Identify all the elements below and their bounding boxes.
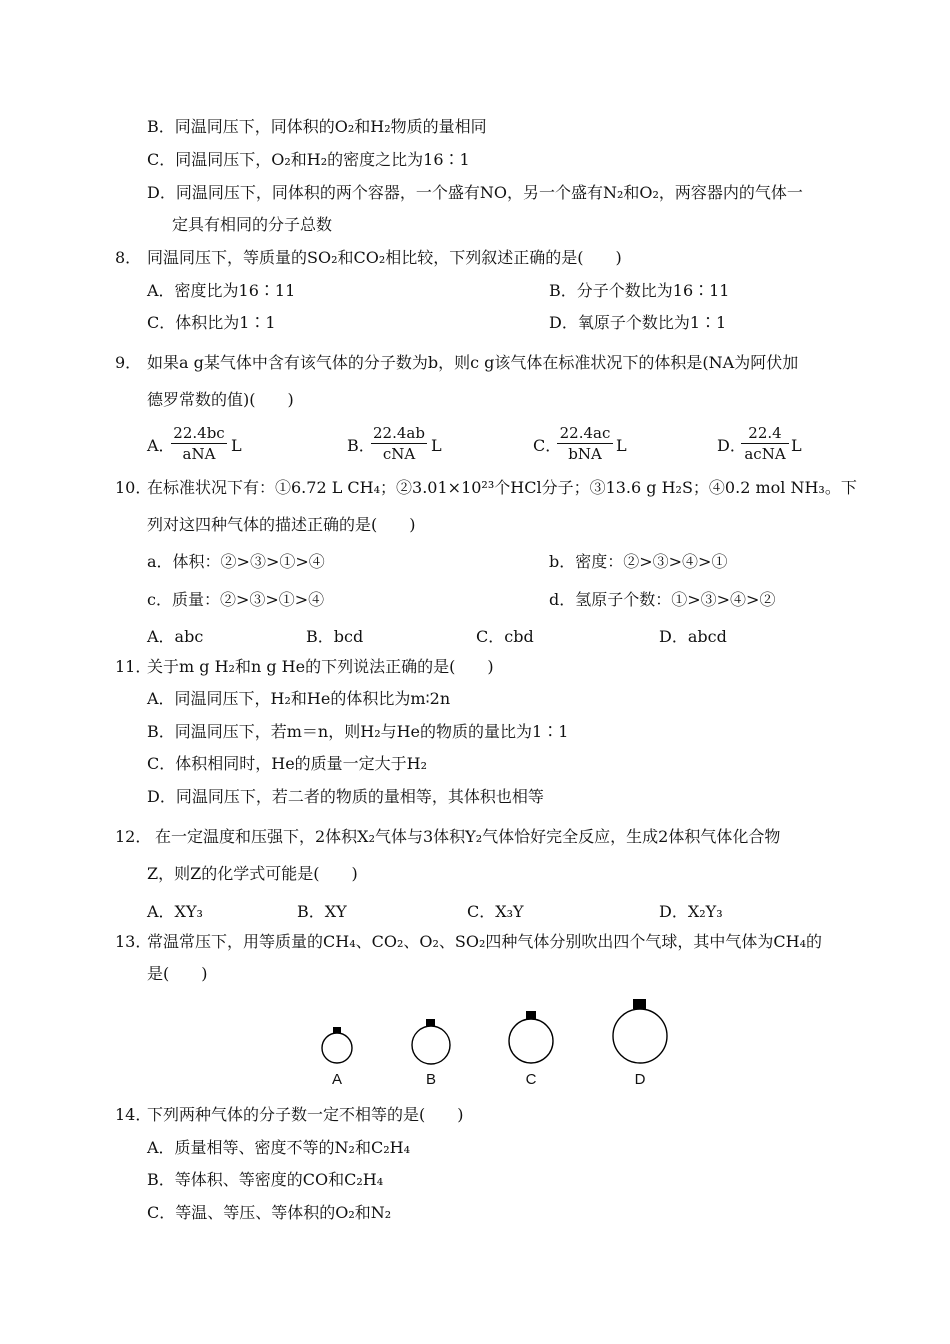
- q9-option-b-denominator: cNA: [382, 445, 416, 463]
- q9-option-d-numerator: 22.4: [741, 423, 789, 444]
- q11-number: 11．: [115, 657, 152, 676]
- balloon-c: [509, 1011, 553, 1063]
- q9-option-c-label: C．: [533, 436, 562, 455]
- q9-option-d-label: D．: [717, 436, 746, 455]
- q14-option-c: C．等温、等压、等体积的O₂和N₂: [147, 1203, 392, 1222]
- q9-option-c-fraction: [557, 423, 613, 464]
- q10-number: 10．: [115, 478, 152, 497]
- q13-stem-line2: 是( ): [147, 964, 208, 983]
- q8-option-d: D．氧原子个数比为1∶1: [549, 313, 727, 332]
- q9-option-d-fraction: [741, 423, 789, 464]
- q10-statement-d: d．氢原子个数：①>③>④>②: [549, 590, 776, 609]
- q9-option-b-numerator: 22.4ab: [371, 423, 427, 444]
- balloon-label-d: D: [634, 1071, 646, 1088]
- q8-option-c: C．体积比为1∶1: [147, 313, 276, 332]
- q8-option-a: A．密度比为16∶11: [147, 281, 296, 300]
- q11-option-a: A．同温同压下，H₂和He的体积比为m∶2n: [147, 689, 451, 708]
- q9-option-b-label: B．: [347, 436, 375, 455]
- q14-option-b: B．等体积、等密度的CO和C₂H₄: [147, 1170, 384, 1189]
- q10-statement-c: c．质量：②>③>①>④: [147, 590, 325, 609]
- q9-option-a-label: A．: [147, 436, 175, 455]
- q9-option-a-denominator: aNA: [182, 445, 216, 463]
- q9-number: 9．: [115, 353, 142, 372]
- q11-option-b: B．同温同压下，若m＝n，则H₂与He的物质的量比为1∶1: [147, 722, 569, 741]
- balloon-a: [322, 1027, 352, 1063]
- q10-statement-b: b．密度：②>③>④>①: [549, 552, 728, 571]
- q9-stem-line2: 德罗常数的值)( ): [147, 390, 294, 409]
- q7-option-d: D．同温同压下，同体积的两个容器，一个盛有NO，另一个盛有N₂和O₂，两容器内的气体一: [147, 183, 803, 202]
- q10-stem-line2: 列对这四种气体的描述正确的是( ): [147, 515, 416, 534]
- q14-option-a: A．质量相等、密度不等的N₂和C₂H₄: [147, 1138, 410, 1157]
- q8-number: 8．: [115, 248, 142, 267]
- q9-option-a-numerator: 22.4bc: [171, 423, 227, 444]
- balloon-b: [412, 1019, 450, 1064]
- q7-option-d-cont: 定具有相同的分子总数: [172, 215, 333, 234]
- q12-option-c: C．X₃Y: [467, 902, 524, 921]
- q12-stem-line2: Z，则Z的化学式可能是( ): [147, 864, 358, 883]
- q12-number: 12．: [115, 827, 152, 846]
- q10-option-b: B．bcd: [306, 627, 364, 646]
- q12-option-a: A．XY₃: [147, 902, 203, 921]
- balloon-label-a: A: [331, 1071, 342, 1088]
- q12-option-d: D．X₂Y₃: [659, 902, 723, 921]
- q10-option-a: A．abc: [147, 627, 204, 646]
- balloon-figure: [0, 990, 950, 1065]
- q11-option-d: D．同温同压下，若二者的物质的量相等，其体积也相等: [147, 787, 544, 806]
- q9-option-b-unit: L: [431, 436, 442, 455]
- q10-statement-a: a．体积：②>③>①>④: [147, 552, 325, 571]
- balloon-label-c: C: [525, 1071, 537, 1088]
- q9-option-b-fraction: [371, 423, 427, 464]
- q11-option-c: C．体积相同时，He的质量一定大于H₂: [147, 754, 428, 773]
- balloon-d: [613, 999, 667, 1063]
- q9-stem-line1: 如果a g某气体中含有该气体的分子数为b，则c g该气体在标准状况下的体积是(NA为阿伏加: [147, 353, 799, 372]
- q11-stem: 关于m g H₂和n g He的下列说法正确的是( ): [147, 657, 494, 676]
- q10-option-d: D．abcd: [659, 627, 727, 646]
- q9-option-a-unit: L: [231, 436, 242, 455]
- q9-option-c-unit: L: [616, 436, 627, 455]
- q10-stem-line1: 在标准状况下有：①6.72 L CH₄；②3.01×10²³个HCl分子；③13.6 g H₂S；④0.2 mol NH₃。下: [147, 478, 857, 497]
- q12-stem-line1: 在一定温度和压强下，2体积X₂气体与3体积Y₂气体恰好完全反应，生成2体积气体化合物: [155, 827, 781, 846]
- q9-option-d-denominator: acNA: [744, 445, 786, 463]
- q13-number: 13．: [115, 932, 152, 951]
- q7-option-b: B．同温同压下，同体积的O₂和H₂物质的量相同: [147, 117, 487, 136]
- q9-option-a-fraction: [171, 423, 227, 464]
- q7-option-c: C．同温同压下，O₂和H₂的密度之比为16∶1: [147, 150, 470, 169]
- q9-option-d-unit: L: [791, 436, 802, 455]
- q9-option-c-denominator: bNA: [568, 445, 602, 463]
- q13-stem-line1: 常温常压下，用等质量的CH₄、CO₂、O₂、SO₂四种气体分别吹出四个气球，其中气体为CH₄的: [147, 932, 823, 951]
- q14-number: 14．: [115, 1105, 152, 1124]
- q8-option-b: B．分子个数比为16∶11: [549, 281, 730, 300]
- q14-stem: 下列两种气体的分子数一定不相等的是( ): [147, 1105, 464, 1124]
- q12-option-b: B．XY: [297, 902, 347, 921]
- balloon-label-b: B: [425, 1071, 436, 1088]
- q10-option-c: C．cbd: [476, 627, 534, 646]
- q9-option-c-numerator: 22.4ac: [557, 423, 613, 444]
- q8-stem: 同温同压下，等质量的SO₂和CO₂相比较，下列叙述正确的是( ): [147, 248, 622, 267]
